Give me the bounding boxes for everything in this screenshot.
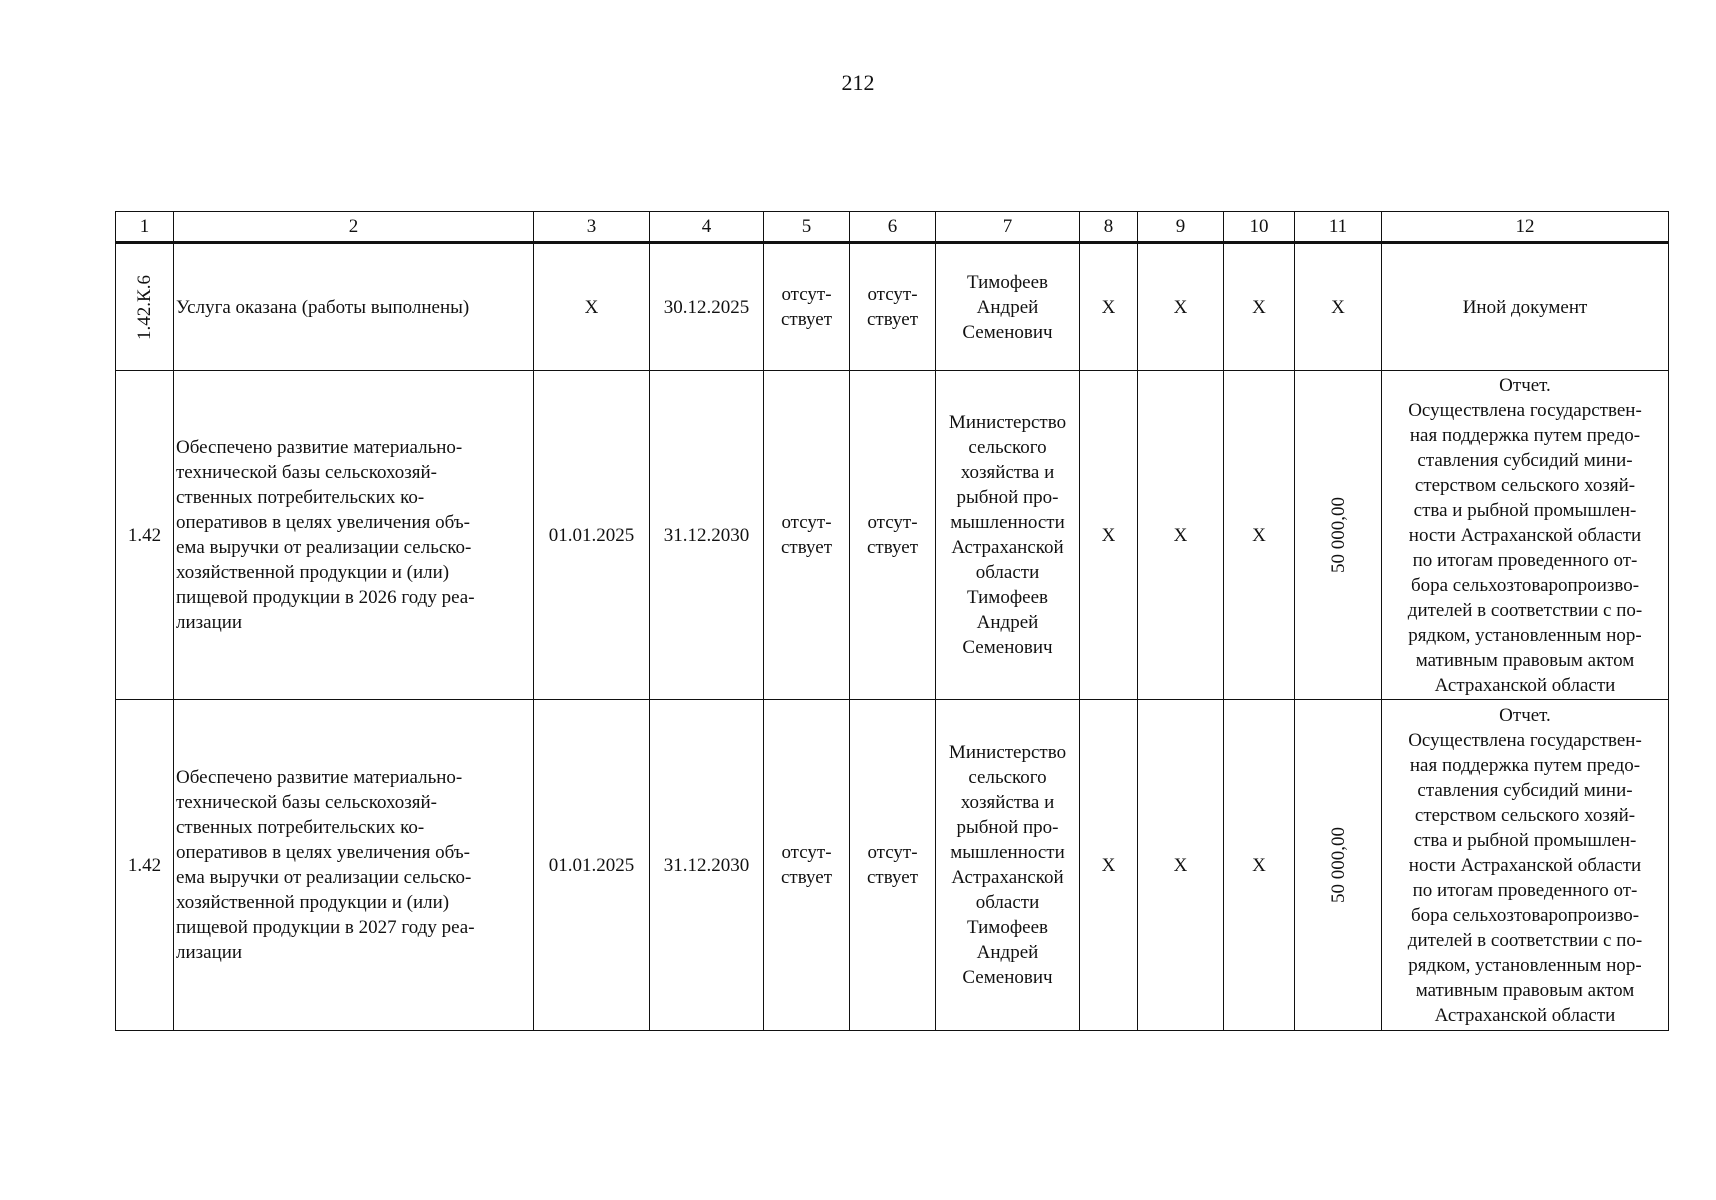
col10-cell: X: [1224, 243, 1295, 371]
col9-cell: X: [1138, 243, 1224, 371]
plan-table: [115, 211, 1669, 1031]
header-cell: 3: [534, 212, 650, 243]
col10-cell: X: [1224, 371, 1295, 700]
table-row: [116, 700, 1669, 1031]
end-date-cell: 30.12.2025: [650, 243, 764, 371]
header-cell: 9: [1138, 212, 1224, 243]
table-row: [116, 243, 1669, 371]
document-cell: Иной документ: [1382, 243, 1669, 371]
header-cell: 2: [174, 212, 534, 243]
header-cell: 5: [764, 212, 850, 243]
col5-cell: отсут- ствует: [764, 371, 850, 700]
page-number: 212: [841, 70, 875, 95]
end-date-cell: 31.12.2030: [650, 700, 764, 1031]
row-number-cell: 1.42: [116, 371, 174, 700]
start-date-cell: 01.01.2025: [534, 371, 650, 700]
header-cell: 1: [116, 212, 174, 243]
amount-cell: [1295, 371, 1382, 700]
end-date-cell: 31.12.2030: [650, 371, 764, 700]
amount-vertical: 50 000,00: [1327, 827, 1349, 903]
document-cell: Отчет. Осуществлена государствен- ная поддержка путем предо- ставления субсидий мини- стерством сельского хозяй- ства и рыбной промышлен- ности Астраханской области по итогам проведенного от- бора сельхозтоваропроизво- дителей в соответствии с по- рядком, установленным нор- мативным правовым актом Астраханской области: [1382, 700, 1669, 1031]
col9-cell: X: [1138, 371, 1224, 700]
col5-cell: отсут- ствует: [764, 700, 850, 1031]
col8-cell: X: [1080, 700, 1138, 1031]
col8-cell: X: [1080, 243, 1138, 371]
col6-cell: отсут- ствует: [850, 700, 936, 1031]
row-number-cell: 1.42: [116, 700, 174, 1031]
event-name-cell: Обеспечено развитие материально- технической базы сельскохозяй- ственных потребительских ко- оперативов в целях увеличения объ- ема выручки от реализации сельско- хозяйственной продукции и (или) пищевой продукции в 2027 году реа- лизации: [174, 700, 534, 1031]
col6-cell: отсут- ствует: [850, 243, 936, 371]
start-date-cell: 01.01.2025: [534, 700, 650, 1031]
header-cell: 11: [1295, 212, 1382, 243]
header-cell: 4: [650, 212, 764, 243]
header-cell: 12: [1382, 212, 1669, 243]
header-cell: 10: [1224, 212, 1295, 243]
start-date-cell: X: [534, 243, 650, 371]
col8-cell: X: [1080, 371, 1138, 700]
header-cell: 8: [1080, 212, 1138, 243]
col11-cell: X: [1295, 243, 1382, 371]
responsible-cell: Министерство сельского хозяйства и рыбной про- мышленности Астраханской области Тимофеев Андрей Семенович: [936, 371, 1080, 700]
responsible-cell: Министерство сельского хозяйства и рыбной про- мышленности Астраханской области Тимофеев Андрей Семенович: [936, 700, 1080, 1031]
event-name-cell: Обеспечено развитие материально- технической базы сельскохозяй- ственных потребительских ко- оперативов в целях увеличения объ- ема выручки от реализации сельско- хозяйственной продукции и (или) пищевой продукции в 2026 году реа- лизации: [174, 371, 534, 700]
responsible-cell: Тимофеев Андрей Семенович: [936, 243, 1080, 371]
event-name-cell: Услуга оказана (работы выполнены): [174, 243, 534, 371]
amount-cell: [1295, 700, 1382, 1031]
row-number-cell: [116, 243, 174, 371]
col9-cell: X: [1138, 700, 1224, 1031]
row-number-vertical: 1.42.К.6: [134, 274, 155, 340]
amount-vertical: 50 000,00: [1327, 497, 1349, 573]
document-cell: Отчет. Осуществлена государствен- ная поддержка путем предо- ставления субсидий мини- стерством сельского хозяй- ства и рыбной промышлен- ности Астраханской области по итогам проведенного от- бора сельхозтоваропроизво- дителей в соответствии с по- рядком, установленным нор- мативным правовым актом Астраханской области: [1382, 371, 1669, 700]
header-cell: 7: [936, 212, 1080, 243]
col6-cell: отсут- ствует: [850, 371, 936, 700]
table-header-row: [116, 212, 1669, 243]
header-cell: 6: [850, 212, 936, 243]
col5-cell: отсут- ствует: [764, 243, 850, 371]
col10-cell: X: [1224, 700, 1295, 1031]
table-row: [116, 371, 1669, 700]
